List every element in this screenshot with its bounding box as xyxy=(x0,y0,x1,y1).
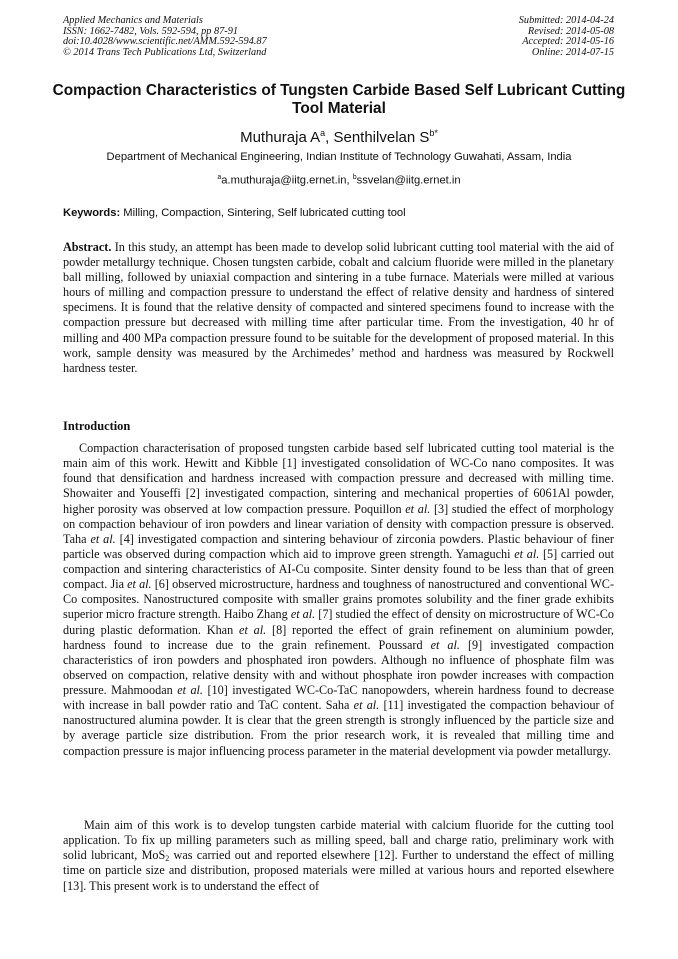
affiliation: Department of Mechanical Engineering, Indian Institute of Technology Guwahati, Assam, India xyxy=(106,151,572,163)
email-address: ssvelan@iitg.ernet.in xyxy=(356,174,461,187)
author-separator: , xyxy=(325,129,334,146)
author-emails xyxy=(40,171,638,188)
paper-title: Compaction Characteristics of Tungsten Carbide Based Self Lubricant Cutting Tool Material xyxy=(52,82,626,117)
text-run: [4] investigated compaction and sintering behaviour of zirconia powders. Plastic behaviour of finer particle was observed during compaction which aid to improve green strength. Yamaguchi xyxy=(63,531,614,561)
text-run: [11] investigated the compaction behaviour of nanostructured alumina powder. It is clear that the green strength is strongly influenced by the particle size and by average particle size distribution. From the prior research work, it is revealed that milling time and compaction pressure is major influencing process parameter in the material development via powder metallurgy. xyxy=(63,698,615,758)
text-run-italic: et al. xyxy=(353,698,380,713)
date-online: Online: 2014-07-15 xyxy=(531,46,614,58)
text-run: [6] observed microstructure, hardness and toughness of nanostructured and conventional WC-Co composites. Nanostructured composite with smaller grains promotes solubility and the finer grade exhibits superior micro fracture strength. Haibo Zhang xyxy=(63,577,614,622)
text-run-italic: et al. xyxy=(90,531,116,546)
text-run-italic: et al. xyxy=(430,637,460,652)
journal-doi: doi:10.4028/www.scientific.net/AMM.592-594.87 xyxy=(63,36,267,48)
email-mark: a xyxy=(217,174,222,181)
journal-header-right xyxy=(519,16,614,58)
text-run-italic: et al. xyxy=(239,622,267,637)
author-list xyxy=(40,124,638,147)
journal-copyright: © 2014 Trans Tech Publications Ltd, Switzerland xyxy=(63,46,267,58)
body-paragraph xyxy=(63,818,614,894)
date-submitted: Submitted: 2014-04-24 xyxy=(518,15,614,26)
text-run-italic: et al. xyxy=(405,501,431,516)
text-run-italic: et al. xyxy=(514,546,540,561)
author-affiliation-mark: b* xyxy=(429,128,438,138)
section-heading: Introduction xyxy=(63,419,131,433)
body-paragraph xyxy=(63,441,614,759)
text-run: [10] investigated WC-Co-TaC nanopowders, wherein hardness found to decrease with increase in ball powder ratio and TaC content. Saha xyxy=(63,683,614,713)
email-address: a.muthuraja@iitg.ernet.in, xyxy=(221,174,353,187)
date-revised: Revised: 2014-05-08 xyxy=(527,25,614,37)
keywords-text: Milling, Compaction, Sintering, Self lubricated cutting tool xyxy=(120,207,406,219)
text-run: was carried out and reported elsewhere [12]. Further to understand the effect of milling time on particle size and distribution, proposed materials were milled at various hours and reported elsewhere [13]. This present work is to understand the effect of xyxy=(63,848,614,893)
subscript: 2 xyxy=(165,854,170,864)
text-run: [9] investigated compaction characteristics of iron powders and phosphated iron powders. Although no influence of phosphate film was observed on compaction, relative density with and without phosphate iron powder increases with compaction pressure. Mahmoodan xyxy=(63,637,614,697)
text-run-italic: et al. xyxy=(127,577,152,592)
abstract-label: Abstract. xyxy=(63,240,112,254)
author-name: Muthuraja A xyxy=(240,129,321,146)
keywords-label: Keywords: xyxy=(63,207,121,219)
text-run: Compaction characterisation of proposed tungsten carbide based self lubricated cutting tool material is the main aim of this work. Hewitt and Kibble [1] investigated consolidation of WC-Co nano composites. It was found that densification and hardness increased with compaction pressure and decreased with milling time. Showaiter and Youseffi [2] investigated compaction, sintering and mechanical properties of 6061Al powder, higher porosity was observed at low compaction pressure. Poquillon xyxy=(63,441,614,516)
email-mark: b xyxy=(352,174,357,181)
text-run: [7] studied the effect of density on microstructure of WC-Co during plastic deformation. Khan xyxy=(63,607,615,637)
author-affiliation-mark: a xyxy=(320,128,326,138)
journal-name: Applied Mechanics and Materials xyxy=(63,15,203,26)
text-run: [5] carried out compaction and sintering characteristics of AI-Cu composite. Sinter density found to be less than that of green compact. Jia xyxy=(63,546,614,592)
text-run: [3] studied the effect of morphology on compaction behaviour of iron powders and linear variation of density with compaction pressure is observed. Taha xyxy=(63,501,614,546)
date-accepted: Accepted: 2014-05-16 xyxy=(522,36,614,48)
text-run-italic: et al. xyxy=(290,607,316,622)
text-run: [8] reported the effect of grain refinement on aluminium powder, hardness found to increase due to the grain refinement. Poussard xyxy=(63,622,614,652)
text-run-italic: et al. xyxy=(177,683,203,697)
journal-issn: ISSN: 1662-7482, Vols. 592-594, pp 87-91 xyxy=(63,25,239,37)
abstract-text: In this study, an attempt has been made to develop solid lubricant cutting tool material with the aid of powder metallurgy technique. Chosen tungsten carbide, cobalt and calcium fluoride were milled in the planetary ball milling, followed by uniaxial compaction and sintering in a tube furnace. Materials were milled at various hours of milling and compaction pressure to understand the effect of relative density and hardness of sintered specimens. It is found that the relative density of compacted and sintered specimens found to increase with the compaction pressure but decreased with milling time after particular time. From the investigation, 40 hr of milling and 400 MPa compaction pressure found to be suitable for the development of proposed material. In this work, sample density was measured by the Archimedes’ method and hardness was measured by Rockwell hardness tester. xyxy=(63,240,614,375)
text-run: Main aim of this work is to develop tungsten carbide material with calcium fluoride for the cutting tool application. To fix up milling parameters such as milling speed, ball and charge ratio, preliminary work with solid lubricant, MoS xyxy=(63,818,614,863)
abstract xyxy=(63,240,614,376)
journal-header-left xyxy=(63,16,267,58)
author-name: Senthilvelan S xyxy=(333,129,430,146)
keywords xyxy=(63,206,615,220)
